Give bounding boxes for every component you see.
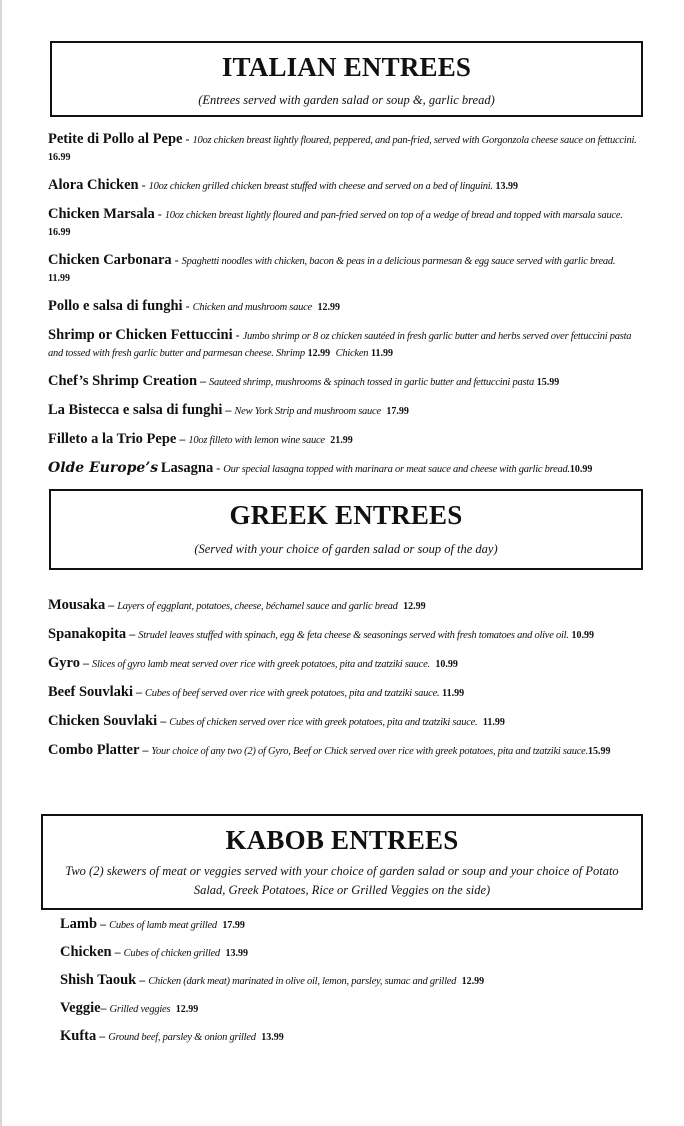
item-name: Mousaka xyxy=(48,597,106,613)
item-separator: - xyxy=(182,299,193,313)
item-price: 16.99 xyxy=(48,227,71,238)
item-price: 11.99 xyxy=(48,273,70,284)
item-description: 10oz chicken grilled chicken breast stuffed with cheese and served on a bed of linguini. xyxy=(148,181,493,192)
item-name: Pollo e salsa di funghi xyxy=(48,298,183,314)
menu-item xyxy=(48,431,642,449)
item-name: Petite di Pollo al Pepe xyxy=(48,131,183,147)
item-separator: – xyxy=(105,598,118,612)
menu-item xyxy=(48,655,642,673)
kabob-title: KABOB ENTREES xyxy=(225,825,459,855)
menu-item xyxy=(48,177,642,195)
item-description: Jumbo shrimp or 8 oz chicken sautéed in fresh garlic butter and herbs served over fettuccini pasta and tossed with fresh garlic butter and parmesan cheese. Shrimp xyxy=(48,331,632,359)
item-description: Cubes of beef served over rice with greek potatoes, pita and tzatziki sauce. xyxy=(145,688,440,699)
item-name: Chicken Souvlaki xyxy=(48,713,158,729)
item-price: 16.99 xyxy=(48,152,71,163)
item-name: Chicken Marsala xyxy=(48,206,155,222)
olde-europe-brand: Olde Europe’s xyxy=(48,460,159,476)
item-price: 15.99 xyxy=(536,377,560,388)
menu-item xyxy=(48,206,642,241)
item-price: 12.99 xyxy=(461,976,485,987)
item-separator: - xyxy=(213,461,224,475)
menu-item xyxy=(60,916,640,934)
item-price: 11.99 xyxy=(482,717,505,728)
italian-title: ITALIAN ENTREES xyxy=(221,52,472,82)
item-description: Ground beef, parsley & onion grilled xyxy=(108,1032,256,1043)
menu-item xyxy=(60,944,640,962)
kabob-menu-list xyxy=(60,916,640,1056)
kabob-subtitle: Two (2) skewers of meat or veggies served with your choice of garden salad or soup and your choice of Potato Salad, Greek Potatoes, Rice or Grilled Veggies on the side) xyxy=(65,864,619,897)
item-description: 10oz chicken breast lightly floured and pan-fried served on top of a wedge of bread and topped with marsala sauce. xyxy=(164,210,623,221)
item-name: La Bistecca e salsa di funghi xyxy=(48,402,223,418)
item-description: Layers of eggplant, potatoes, cheese, béchamel sauce and garlic bread xyxy=(117,601,398,612)
item-separator: - xyxy=(171,253,182,267)
item-price: 12.99 xyxy=(175,1004,199,1015)
item-separator: – xyxy=(157,714,170,728)
item-name: Kufta xyxy=(60,1028,97,1044)
item-name: Filleto a la Trio Pepe xyxy=(48,431,177,447)
item-name: Spanakopita xyxy=(48,626,127,642)
item-description: Chicken (dark meat) marinated in olive oil, lemon, parsley, sumac and grilled xyxy=(148,976,457,987)
item-price: 11.99 xyxy=(442,688,465,699)
item-separator: – xyxy=(139,743,152,757)
item-description: Strudel leaves stuffed with spinach, egg & feta cheese & seasonings served with fresh tomatoes and olive oil. xyxy=(138,630,569,641)
item-description: Cubes of lamb meat grilled xyxy=(109,920,217,931)
item-name: Alora Chicken xyxy=(48,177,139,193)
item-name: Chicken Carbonara xyxy=(48,252,172,268)
item-separator: - xyxy=(138,178,149,192)
item-description: Grilled veggies xyxy=(109,1004,171,1015)
item-name: Veggie xyxy=(60,1000,101,1016)
item-description: New York Strip and mushroom sauce xyxy=(234,406,381,417)
item-description: Cubes of chicken served over rice with greek potatoes, pita and tzatziki sauce. xyxy=(169,717,478,728)
item-separator: - xyxy=(232,328,243,342)
item-price: 13.99 xyxy=(261,1032,284,1043)
item-description: 10oz filleto with lemon wine sauce xyxy=(188,435,325,446)
item-name: Gyro xyxy=(48,655,80,671)
item-separator: - xyxy=(154,207,165,221)
kabob-header-box xyxy=(41,814,643,910)
menu-item xyxy=(60,1028,640,1046)
item-separator: – xyxy=(222,403,235,417)
item-name: Shish Taouk xyxy=(60,972,137,988)
italian-subtitle: (Entrees served with garden salad or soup &, garlic bread) xyxy=(198,93,495,107)
item-price: 12.99 xyxy=(317,302,340,313)
greek-title: GREEK ENTREES xyxy=(229,500,463,530)
menu-item xyxy=(48,713,642,731)
item-separator: – xyxy=(136,973,149,987)
item-description-secondary: Chicken xyxy=(335,348,369,359)
item-description: Cubes of chicken grilled xyxy=(123,948,220,959)
menu-item xyxy=(48,298,642,316)
menu-item xyxy=(48,597,642,615)
menu-item xyxy=(60,1000,640,1018)
item-name: Lamb xyxy=(60,916,98,932)
item-separator: - xyxy=(182,132,193,146)
item-name: Chef’s Shrimp Creation xyxy=(48,373,198,389)
item-price-secondary: 11.99 xyxy=(371,348,393,359)
item-name: Combo Platter xyxy=(48,742,140,758)
menu-item xyxy=(48,402,642,420)
item-name: Lasagna xyxy=(160,460,214,476)
item-separator: – xyxy=(126,627,139,641)
menu-item xyxy=(48,252,642,287)
item-name: Chicken xyxy=(60,944,112,960)
item-description: Sauteed shrimp, mushrooms & spinach tossed in garlic butter and fettuccini pasta xyxy=(209,377,534,388)
greek-menu-list xyxy=(48,597,642,771)
item-price: 17.99 xyxy=(222,920,245,931)
item-price: 12.99 xyxy=(307,348,331,359)
item-price: 13.99 xyxy=(225,948,248,959)
menu-item xyxy=(48,626,642,644)
item-separator: – xyxy=(100,1001,110,1015)
item-description: 10oz chicken breast lightly floured, peppered, and pan-fried, served with Gorgonzola cheese sauce on fettuccini. xyxy=(192,135,637,146)
greek-subtitle: (Served with your choice of garden salad or soup of the day) xyxy=(194,542,498,556)
item-description: Slices of gyro lamb meat served over rice with greek potatoes, pita and tzatziki sauce. xyxy=(91,659,430,670)
item-separator: – xyxy=(79,656,92,670)
item-price: 10.99 xyxy=(569,464,593,475)
item-price: 21.99 xyxy=(330,435,353,446)
item-name: Shrimp or Chicken Fettuccini xyxy=(48,327,233,343)
item-separator: – xyxy=(96,1029,109,1043)
menu-item xyxy=(48,684,642,702)
item-description: Chicken and mushroom sauce xyxy=(192,302,312,313)
menu-item xyxy=(48,327,642,362)
item-price: 17.99 xyxy=(386,406,409,417)
item-separator: – xyxy=(111,945,124,959)
menu-item xyxy=(48,373,642,391)
item-price: 15.99 xyxy=(587,746,611,757)
italian-menu-list xyxy=(48,131,642,489)
item-description: Spaghetti noodles with chicken, bacon & peas in a delicious parmesan & egg sauce served with garlic bread. xyxy=(181,256,616,267)
item-name: Beef Souvlaki xyxy=(48,684,133,700)
greek-header-box xyxy=(49,489,643,570)
item-separator: – xyxy=(176,432,189,446)
page-edge xyxy=(0,0,2,1126)
menu-item xyxy=(48,131,642,166)
menu-item-lasagna xyxy=(48,460,642,478)
item-separator: – xyxy=(97,917,110,931)
item-price: 12.99 xyxy=(403,601,426,612)
item-separator: – xyxy=(133,685,145,699)
menu-item xyxy=(48,742,642,760)
item-price: 10.99 xyxy=(571,630,594,641)
italian-header-box xyxy=(50,41,643,117)
item-separator: – xyxy=(197,374,210,388)
item-description: Your choice of any two (2) of Gyro, Beef or Chick served over rice with greek potatoes, pita and tzatziki sauce. xyxy=(151,746,588,757)
item-price: 13.99 xyxy=(495,181,519,192)
item-description: Our special lasagna topped with marinara or meat sauce and cheese with garlic bread. xyxy=(223,464,570,475)
item-price: 10.99 xyxy=(435,659,458,670)
menu-item xyxy=(60,972,640,990)
